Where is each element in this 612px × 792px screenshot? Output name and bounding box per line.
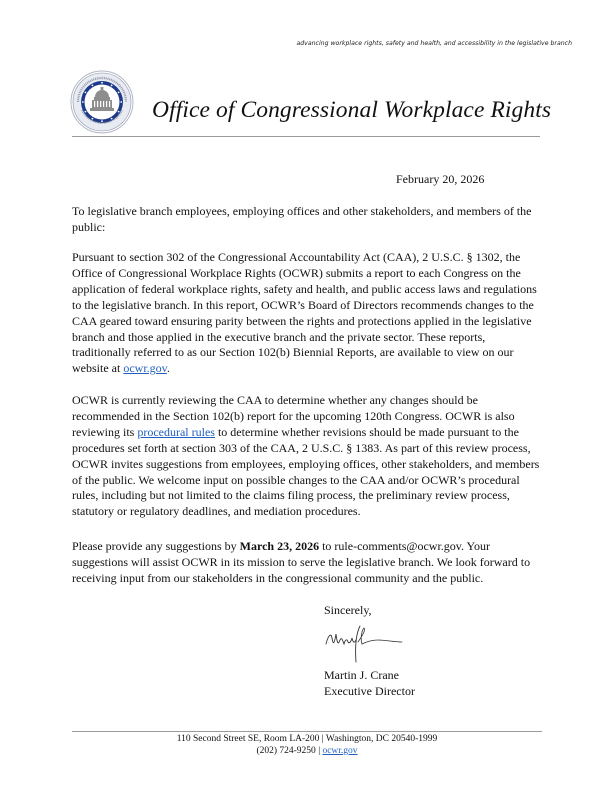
paragraph-deadline — [72, 539, 544, 587]
tagline: advancing workplace rights, safety and health, and accessibility in the legislative branch — [296, 40, 572, 47]
footer-separator: | — [315, 746, 323, 756]
signer-name: Martin J. Crane — [324, 668, 399, 682]
ocwr-website-link[interactable]: ocwr.gov — [123, 361, 167, 376]
org-title: Office of Congressional Workplace Rights — [152, 97, 552, 123]
signature-icon — [322, 620, 406, 664]
footer-address: 110 Second Street SE, Room LA-200 | Washington, DC 20540-1999 — [176, 734, 438, 744]
paragraph-text: OCWR is currently reviewing the CAA to determine whether any changes should be recommended in the Section 102(b) report for the upcoming 120th Congress. OCWR is also reviewing its — [72, 393, 515, 439]
footer-phone: (202) 724-9250 — [256, 746, 316, 756]
paragraph-text: to rule-comments@ocwr.gov. Your suggestions will assist OCWR in its mission to serve the legislative branch. We look forward to receiving input from our stakeholders in the congressional community and the public. — [72, 539, 531, 585]
closing: Sincerely, — [324, 603, 372, 617]
footer-divider — [72, 731, 542, 732]
paragraph-text: Please provide any suggestions by — [72, 539, 240, 553]
deadline-date: March 23, 2026 — [239, 539, 320, 553]
paragraph-review-process — [72, 393, 544, 520]
header-divider — [72, 136, 540, 137]
signer-title: Executive Director — [324, 684, 415, 698]
letter-date: February 20, 2026 — [396, 172, 485, 186]
ocwr-seal-icon — [70, 70, 134, 134]
paragraph-text: to determine whether revisions should be made pursuant to the procedures set forth at section 303 of the CAA, 2 U.S.C. § 1383. As part of this review process, OCWR invites suggestions from employees, employing offices, other stakeholders, and members of the public. We welcome input on possible changes to the CAA and/or OCWR’s procedural rules, including but not limited to the claims filing process, the preliminary review process, statutory or regulatory deadlines, and mediation procedures. — [72, 424, 540, 519]
paragraph-text: . — [166, 361, 170, 376]
salutation: To legislative branch employees, employing offices and other stakeholders, and members of the public: — [72, 204, 532, 234]
signer-block — [324, 667, 415, 699]
procedural-rules-link[interactable]: procedural rules — [137, 424, 215, 439]
footer-contact-line — [72, 745, 542, 757]
paragraph-report-overview — [72, 250, 544, 377]
footer-website-link[interactable]: ocwr.gov — [322, 746, 358, 756]
footer — [72, 733, 542, 757]
paragraph-text: Pursuant to section 302 of the Congressional Accountability Act (CAA), 2 U.S.C. § 1302, the Office of Congressional Workplace Rights (OCWR) submits a report to each Congress on the application of federal workplace rights, safety and health, and public access laws and regulations to the legislative branch. In this report, OCWR’s Board of Directors recommends changes to the CAA geared toward ensuring parity between the rights and protections applied in the legislative branch and those applied in the executive branch and the private sector. These reports, traditionally referred to as our Section 102(b) Biennial Reports, are available to view on our website at — [72, 250, 537, 376]
